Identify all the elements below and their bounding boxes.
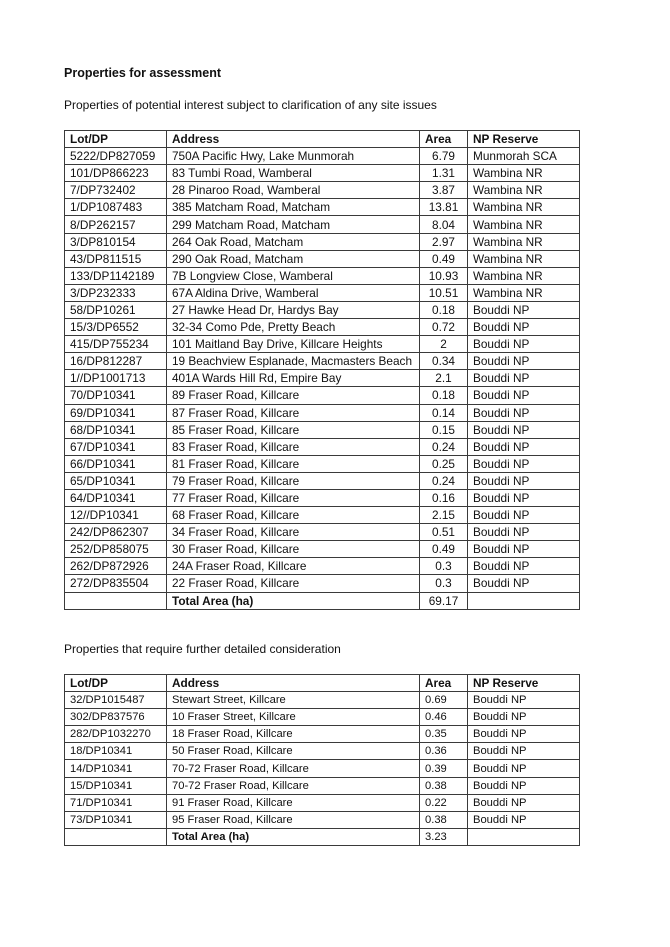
table-row	[65, 353, 580, 370]
cell-area: 10.93	[420, 267, 468, 284]
section1-intro: Properties of potential interest subject to clarification of any site issues	[64, 98, 437, 112]
cell-reserve: Wambina NR	[468, 216, 580, 233]
cell-lot-dp: 1//DP1001713	[65, 370, 167, 387]
cell-lot-dp: 15/DP10341	[65, 777, 167, 794]
cell-area: 0.18	[420, 387, 468, 404]
cell-reserve: Bouddi NP	[468, 404, 580, 421]
table-row	[65, 489, 580, 506]
total-value: 3.23	[420, 828, 468, 845]
table-row	[65, 301, 580, 318]
cell-area: 0.36	[420, 743, 468, 760]
table-row	[65, 199, 580, 216]
cell-area: 8.04	[420, 216, 468, 233]
total-label: Total Area (ha)	[167, 828, 420, 845]
cell-reserve: Bouddi NP	[468, 541, 580, 558]
cell-address: 24A Fraser Road, Killcare	[167, 558, 420, 575]
total-value: 69.17	[420, 592, 468, 609]
column-header-address: Address	[167, 675, 420, 692]
cell-lot-dp: 69/DP10341	[65, 404, 167, 421]
cell-reserve: Bouddi NP	[468, 524, 580, 541]
cell-lot-dp: 43/DP811515	[65, 250, 167, 267]
cell-lot-dp: 70/DP10341	[65, 387, 167, 404]
cell-address: 70-72 Fraser Road, Killcare	[167, 760, 420, 777]
cell-reserve: Bouddi NP	[468, 455, 580, 472]
table-row	[65, 250, 580, 267]
table-row	[65, 709, 580, 726]
cell-address: 77 Fraser Road, Killcare	[167, 489, 420, 506]
table-row	[65, 438, 580, 455]
column-header-lot: Lot/DP	[65, 675, 167, 692]
cell-address: Stewart Street, Killcare	[167, 692, 420, 709]
cell-address: 67A Aldina Drive, Wamberal	[167, 284, 420, 301]
cell-lot-dp: 282/DP1032270	[65, 726, 167, 743]
table-row	[65, 524, 580, 541]
cell-reserve: Bouddi NP	[468, 709, 580, 726]
cell-area: 13.81	[420, 199, 468, 216]
cell-address: 30 Fraser Road, Killcare	[167, 541, 420, 558]
cell-area: 0.38	[420, 777, 468, 794]
cell-area: 0.72	[420, 319, 468, 336]
cell-area: 0.39	[420, 760, 468, 777]
table-row	[65, 336, 580, 353]
cell-area: 0.51	[420, 524, 468, 541]
cell-address: 101 Maitland Bay Drive, Killcare Heights	[167, 336, 420, 353]
total-empty-cell	[65, 592, 167, 609]
cell-address: 299 Matcham Road, Matcham	[167, 216, 420, 233]
cell-reserve: Bouddi NP	[468, 489, 580, 506]
column-header-area: Area	[420, 675, 468, 692]
cell-area: 0.46	[420, 709, 468, 726]
column-header-area: Area	[420, 131, 468, 148]
cell-address: 83 Fraser Road, Killcare	[167, 438, 420, 455]
table-row	[65, 165, 580, 182]
cell-reserve: Munmorah SCA	[468, 148, 580, 165]
cell-reserve: Bouddi NP	[468, 438, 580, 455]
cell-reserve: Wambina NR	[468, 267, 580, 284]
cell-lot-dp: 1/DP1087483	[65, 199, 167, 216]
cell-lot-dp: 101/DP866223	[65, 165, 167, 182]
cell-lot-dp: 8/DP262157	[65, 216, 167, 233]
cell-area: 0.15	[420, 421, 468, 438]
table-row	[65, 404, 580, 421]
table-row	[65, 233, 580, 250]
cell-reserve: Wambina NR	[468, 284, 580, 301]
table-row	[65, 541, 580, 558]
cell-area: 0.3	[420, 575, 468, 592]
column-header-lot: Lot/DP	[65, 131, 167, 148]
cell-address: 401A Wards Hill Rd, Empire Bay	[167, 370, 420, 387]
cell-address: 95 Fraser Road, Killcare	[167, 811, 420, 828]
table-row	[65, 148, 580, 165]
total-empty-cell	[65, 828, 167, 845]
cell-lot-dp: 73/DP10341	[65, 811, 167, 828]
cell-address: 7B Longview Close, Wamberal	[167, 267, 420, 284]
cell-area: 0.25	[420, 455, 468, 472]
column-header-reserve: NP Reserve	[468, 131, 580, 148]
cell-area: 0.16	[420, 489, 468, 506]
cell-reserve: Bouddi NP	[468, 353, 580, 370]
column-header-address: Address	[167, 131, 420, 148]
cell-lot-dp: 3/DP232333	[65, 284, 167, 301]
table-row	[65, 421, 580, 438]
total-row	[65, 828, 580, 845]
cell-area: 0.18	[420, 301, 468, 318]
cell-reserve: Bouddi NP	[468, 301, 580, 318]
cell-area: 2.97	[420, 233, 468, 250]
cell-address: 81 Fraser Road, Killcare	[167, 455, 420, 472]
cell-lot-dp: 15/3/DP6552	[65, 319, 167, 336]
cell-reserve: Bouddi NP	[468, 421, 580, 438]
cell-area: 10.51	[420, 284, 468, 301]
cell-reserve: Bouddi NP	[468, 726, 580, 743]
table-header-row	[65, 131, 580, 148]
cell-area: 2	[420, 336, 468, 353]
cell-address: 28 Pinaroo Road, Wamberal	[167, 182, 420, 199]
cell-lot-dp: 67/DP10341	[65, 438, 167, 455]
cell-lot-dp: 272/DP835504	[65, 575, 167, 592]
column-header-reserve: NP Reserve	[468, 675, 580, 692]
cell-reserve: Bouddi NP	[468, 811, 580, 828]
cell-lot-dp: 242/DP862307	[65, 524, 167, 541]
table-row	[65, 182, 580, 199]
table-row	[65, 507, 580, 524]
cell-lot-dp: 58/DP10261	[65, 301, 167, 318]
cell-reserve: Bouddi NP	[468, 575, 580, 592]
cell-lot-dp: 252/DP858075	[65, 541, 167, 558]
cell-lot-dp: 7/DP732402	[65, 182, 167, 199]
cell-lot-dp: 302/DP837576	[65, 709, 167, 726]
section2-intro: Properties that require further detailed consideration	[64, 642, 341, 656]
cell-address: 750A Pacific Hwy, Lake Munmorah	[167, 148, 420, 165]
cell-area: 0.24	[420, 438, 468, 455]
cell-reserve: Bouddi NP	[468, 760, 580, 777]
cell-lot-dp: 133/DP1142189	[65, 267, 167, 284]
cell-address: 89 Fraser Road, Killcare	[167, 387, 420, 404]
cell-lot-dp: 64/DP10341	[65, 489, 167, 506]
cell-address: 87 Fraser Road, Killcare	[167, 404, 420, 421]
cell-reserve: Bouddi NP	[468, 794, 580, 811]
cell-lot-dp: 12//DP10341	[65, 507, 167, 524]
cell-reserve: Wambina NR	[468, 182, 580, 199]
cell-lot-dp: 32/DP1015487	[65, 692, 167, 709]
cell-area: 2.1	[420, 370, 468, 387]
cell-address: 32-34 Como Pde, Pretty Beach	[167, 319, 420, 336]
cell-lot-dp: 68/DP10341	[65, 421, 167, 438]
cell-address: 19 Beachview Esplanade, Macmasters Beach	[167, 353, 420, 370]
document-heading: Properties for assessment	[64, 66, 222, 80]
cell-lot-dp: 65/DP10341	[65, 472, 167, 489]
cell-lot-dp: 16/DP812287	[65, 353, 167, 370]
table-row	[65, 387, 580, 404]
interest-properties-table	[64, 130, 580, 610]
further-consideration-table	[64, 674, 580, 846]
cell-area: 3.87	[420, 182, 468, 199]
cell-address: 70-72 Fraser Road, Killcare	[167, 777, 420, 794]
cell-lot-dp: 71/DP10341	[65, 794, 167, 811]
table-row	[65, 370, 580, 387]
cell-area: 0.49	[420, 250, 468, 267]
table-header-row	[65, 675, 580, 692]
cell-address: 22 Fraser Road, Killcare	[167, 575, 420, 592]
cell-address: 83 Tumbi Road, Wamberal	[167, 165, 420, 182]
total-row	[65, 592, 580, 609]
cell-reserve: Bouddi NP	[468, 692, 580, 709]
cell-reserve: Wambina NR	[468, 165, 580, 182]
cell-area: 0.14	[420, 404, 468, 421]
table-row	[65, 811, 580, 828]
cell-reserve: Bouddi NP	[468, 319, 580, 336]
table-row	[65, 743, 580, 760]
cell-area: 2.15	[420, 507, 468, 524]
table-row	[65, 216, 580, 233]
cell-area: 0.69	[420, 692, 468, 709]
cell-reserve: Bouddi NP	[468, 507, 580, 524]
cell-area: 0.49	[420, 541, 468, 558]
cell-area: 0.24	[420, 472, 468, 489]
table-row	[65, 284, 580, 301]
cell-lot-dp: 3/DP810154	[65, 233, 167, 250]
cell-lot-dp: 262/DP872926	[65, 558, 167, 575]
total-empty-cell	[468, 828, 580, 845]
table-row	[65, 777, 580, 794]
cell-lot-dp: 66/DP10341	[65, 455, 167, 472]
cell-reserve: Bouddi NP	[468, 558, 580, 575]
table-row	[65, 558, 580, 575]
cell-address: 264 Oak Road, Matcham	[167, 233, 420, 250]
cell-reserve: Bouddi NP	[468, 336, 580, 353]
cell-area: 6.79	[420, 148, 468, 165]
cell-area: 0.34	[420, 353, 468, 370]
cell-reserve: Bouddi NP	[468, 777, 580, 794]
table-row	[65, 760, 580, 777]
table-row	[65, 692, 580, 709]
cell-reserve: Bouddi NP	[468, 472, 580, 489]
cell-address: 385 Matcham Road, Matcham	[167, 199, 420, 216]
cell-lot-dp: 14/DP10341	[65, 760, 167, 777]
cell-lot-dp: 18/DP10341	[65, 743, 167, 760]
cell-area: 0.22	[420, 794, 468, 811]
table-row	[65, 575, 580, 592]
cell-reserve: Wambina NR	[468, 233, 580, 250]
cell-reserve: Bouddi NP	[468, 743, 580, 760]
table-body	[65, 692, 580, 829]
cell-area: 0.35	[420, 726, 468, 743]
cell-area: 0.38	[420, 811, 468, 828]
cell-reserve: Bouddi NP	[468, 387, 580, 404]
cell-reserve: Wambina NR	[468, 199, 580, 216]
table-row	[65, 455, 580, 472]
cell-address: 18 Fraser Road, Killcare	[167, 726, 420, 743]
table-body	[65, 148, 580, 592]
table-row	[65, 267, 580, 284]
cell-address: 34 Fraser Road, Killcare	[167, 524, 420, 541]
table-row	[65, 726, 580, 743]
cell-address: 79 Fraser Road, Killcare	[167, 472, 420, 489]
cell-reserve: Wambina NR	[468, 250, 580, 267]
cell-address: 91 Fraser Road, Killcare	[167, 794, 420, 811]
total-label: Total Area (ha)	[167, 592, 420, 609]
cell-address: 290 Oak Road, Matcham	[167, 250, 420, 267]
cell-address: 68 Fraser Road, Killcare	[167, 507, 420, 524]
cell-address: 50 Fraser Road, Killcare	[167, 743, 420, 760]
cell-address: 27 Hawke Head Dr, Hardys Bay	[167, 301, 420, 318]
table-row	[65, 319, 580, 336]
table-row	[65, 794, 580, 811]
cell-lot-dp: 415/DP755234	[65, 336, 167, 353]
cell-address: 85 Fraser Road, Killcare	[167, 421, 420, 438]
cell-area: 0.3	[420, 558, 468, 575]
cell-reserve: Bouddi NP	[468, 370, 580, 387]
table-row	[65, 472, 580, 489]
cell-address: 10 Fraser Street, Killcare	[167, 709, 420, 726]
cell-area: 1.31	[420, 165, 468, 182]
total-empty-cell	[468, 592, 580, 609]
cell-lot-dp: 5222/DP827059	[65, 148, 167, 165]
